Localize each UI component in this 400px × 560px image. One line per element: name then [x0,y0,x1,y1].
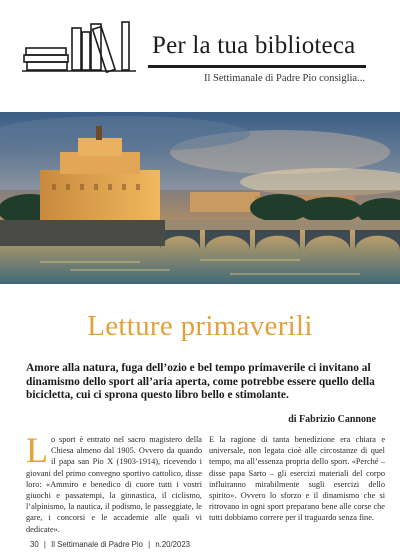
article-column-right [209,434,385,524]
books-icon [22,18,138,74]
rubric-rule [148,65,366,68]
column-left-text: o sport è entrato nel sacro magistero della Chiesa almeno dal 1905. Ovvero da quando il papa san Pio X (1903-1914), ricevendo i giovani del primo convegno sportivo cattolico, disse loro: «Ammiro e benedico di cuore tutti i vostri giuochi e passatempi, la ginnastica, il ciclismo, l’alpinismo, la nautica, il podismo, le passeggiate, le gare, i concorsi e le accademie alle quali vi dedicate». [26,435,202,534]
footer-separator: | [148,540,151,549]
rubric-title: Per la tua biblioteca [152,32,356,59]
column-right-text: E la ragione di tanta benedizione era chiara e universale, non legata cioè alle circostanze di quel tempo, ma all’essenza propria dello sport. «Perché – disse papa Sarto – gli esercizi materiali del corpo influiranno mirabilmente sugli esercizi dello spirito». Ovvero lo sforzo e il dinamismo che si ritrovano in ogni sport preparano bene alle corse che tutti dobbiamo correre per il traguardo senza fine. [209,435,385,523]
article-headline: Letture primaverili [87,310,313,342]
article-lead: Amore alla natura, fuga dell’ozio e bel tempo primaverile ci invitano al dinamismo dello sport all’aria aperta, come potrebbe essere quello della bicicletta, cui ci sprona questo libro bello e stimolante. [26,362,375,402]
hero-photo [0,112,400,284]
footer-separator: | [43,540,46,549]
page-number: 30 [30,540,39,549]
dropcap: L [26,430,48,470]
castel-sant-angelo-photo [0,112,400,284]
rubric-header [0,0,400,112]
page-footer [30,540,193,549]
article-column-left [26,430,202,535]
publication-name: Il Settimanale di Padre Pio [51,540,143,549]
article-byline: di Fabrizio Cannone [288,414,376,425]
issue-number: n.20/2023 [155,540,191,549]
rubric-subtitle: Il Settimanale di Padre Pio consiglia... [204,73,365,84]
